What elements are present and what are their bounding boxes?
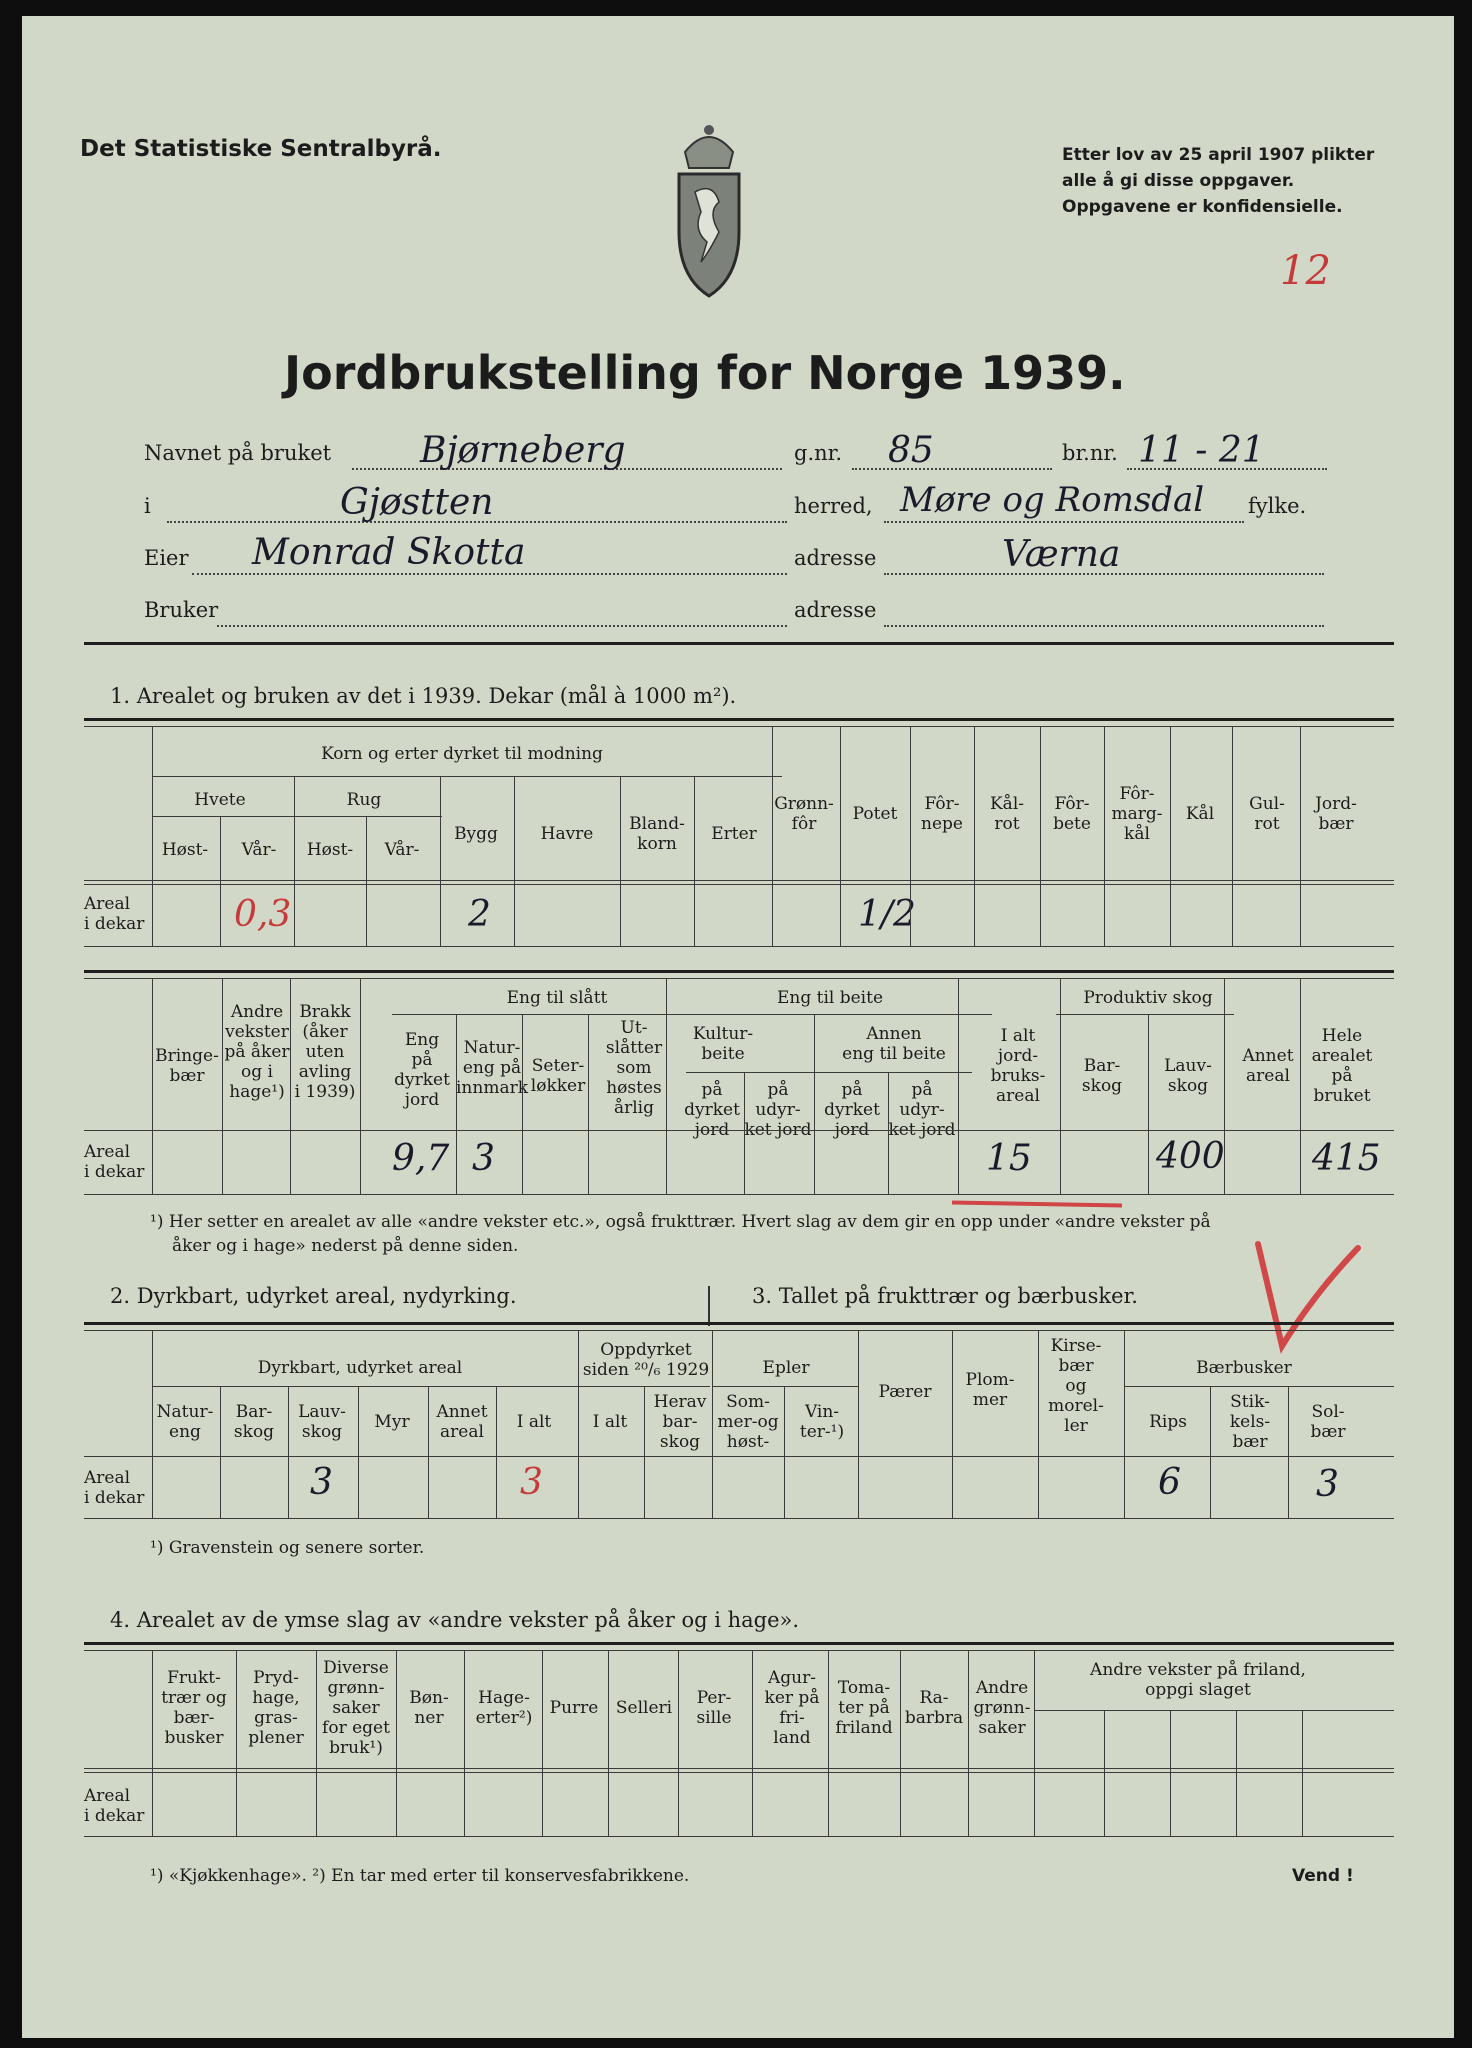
turn-page-note: Vend !	[1292, 1866, 1354, 1886]
in-label: i	[144, 494, 151, 518]
ialt-value: 15	[986, 1138, 1032, 1179]
fylke-label: fylke.	[1248, 494, 1307, 518]
herred-value: Gjøstten	[340, 482, 494, 523]
agency-name: Det Statistiske Sentralbyrå.	[80, 136, 442, 162]
address-label: adresse	[794, 546, 877, 570]
bygg-value: 2	[468, 894, 491, 935]
brnr-value: 11 - 21	[1138, 430, 1265, 471]
gnr-value: 85	[888, 430, 934, 471]
brnr-label: br.nr.	[1062, 441, 1118, 465]
owner-label: Eier	[144, 546, 189, 570]
s2-heading: 2. Dyrkbart, udyrket areal, nydyrking.	[110, 1284, 517, 1308]
census-form: Det Statistiske Sentralbyrå. Etter lov av 25 april 1907 plikter alle å gi disse oppgaver. Oppgavene er konfidensielle. 12 Jordbrukstelling for Norge 1939. Navnet på bruket Bjørneberg g.nr. 85 br.nr. 11 - 21 i Gjøstten herred, Møre og Romsdal fylke. Eier Monrad Skotta adresse Værna Bruker adresse 1. Arealet og bruken av det i 1939. Dekar (mål à 1000 m²). Korn og erter dyrket til modning Hvete Rug Høst- Vår- Høst- Vår- Bygg Havre Bland- korn Erter Grønn- fôr Potet Fôr- nepe Kål- rot Fôr- bete Fôr- marg- kål Kål Gul- rot Jord- bær Areal i dekar 0,3 2 1/2 Bringe- bær Andre vekster på åker og i hage¹) Brakk (åker uten avling i 1939) Eng til slått Eng på dyrket jord Natur- eng på innmark Seter- løkker Ut- slåtter som høstes årlig Eng til beite Kultur- beite Annen eng til beite på dyrket jord på udyr- ket jord på dyrket jord på udyr- ket jord I alt jord- bruks- areal Produktiv skog Bar- skog Lauv- skog Annet areal Hele arealet på bruket Areal i dekar 9,7 3 15 400 415 ¹) Her setter en arealet av alle «andre vekster etc.», også frukttrær. Hvert slag av dem gir en opp under «andre vekster på åker og i hage» nederst på denne siden. 2. Dyrkbart, udyrket areal, nydyrking. 3. Tallet på frukttrær og bærbusker. Dyrkbart, udyrket areal Natur- eng Bar- skog Lauv- skog Myr Annet areal I alt Oppdyrket siden ²⁰/₆ 1929 I alt Herav bar- skog Epler Som- mer-og høst- Vin- ter-¹) Pærer Plom- mer Kirse- bær og morel- ler Bærbusker Rips Stik- kels- bær Sol- bær Areal i dekar 3 3 6 3 ¹) Gravenstein og senere sorter. 4. Arealet av de ymse slag av «andre vekster på åker og i hage». Frukt- trær og bær- busker Pryd- hage, gras- plener Diverse grønn- saker for eget bruk¹) Bøn- ner Hage- erter²) Purre Selleri Per- sille Agur- ker på fri- land Toma- ter på friland Ra- barbra Andre grønn- saker Andre vekster på friland, oppgi slaget Areal i dekar ¹) «Kjøkkenhage». ²) En tar med erter til konservesfabrikkene. Vend !	[22, 16, 1454, 2038]
user-label: Bruker	[144, 598, 219, 622]
red-underline	[952, 1201, 1122, 1208]
s1-heading: 1. Arealet og bruken av det i 1939. Dekar (mål à 1000 m²).	[110, 684, 737, 708]
corner-mark: 12	[1280, 248, 1331, 294]
solbaer-value: 3	[1316, 1464, 1339, 1505]
lauvskog-value: 400	[1156, 1136, 1225, 1177]
var-hvete-value: 0,3	[234, 894, 292, 935]
owner-value: Monrad Skotta	[252, 532, 526, 573]
rips-value: 6	[1158, 1462, 1181, 1503]
red-checkmark	[1254, 1234, 1374, 1354]
eng-dyrket-value: 9,7	[392, 1138, 450, 1179]
natur-eng-value: 3	[472, 1138, 495, 1179]
potet-value: 1/2	[858, 894, 916, 935]
s4-heading: 4. Arealet av de ymse slag av «andre vekster på åker og i hage».	[110, 1608, 800, 1632]
coat-of-arms-icon	[667, 112, 751, 302]
address-value: Værna	[1002, 534, 1121, 575]
gnr-label: g.nr.	[794, 441, 843, 465]
s2-lauv-value: 3	[310, 1462, 333, 1503]
form-title: Jordbrukstelling for Norge 1939.	[284, 346, 1126, 400]
law-note: Etter lov av 25 april 1907 plikter alle å gi disse oppgaver. Oppgavene er konfidensielle.	[1062, 145, 1375, 217]
farm-name-label: Navnet på bruket	[144, 441, 332, 465]
s2-ialt-value: 3	[520, 1462, 543, 1503]
s3-heading: 3. Tallet på frukttrær og bærbusker.	[752, 1284, 1138, 1308]
herred-label: herred,	[794, 494, 873, 518]
hele-value: 415	[1312, 1138, 1381, 1179]
fylke-value: Møre og Romsdal	[900, 480, 1205, 520]
user-address-label: adresse	[794, 598, 877, 622]
farm-name-value: Bjørneberg	[420, 430, 626, 471]
